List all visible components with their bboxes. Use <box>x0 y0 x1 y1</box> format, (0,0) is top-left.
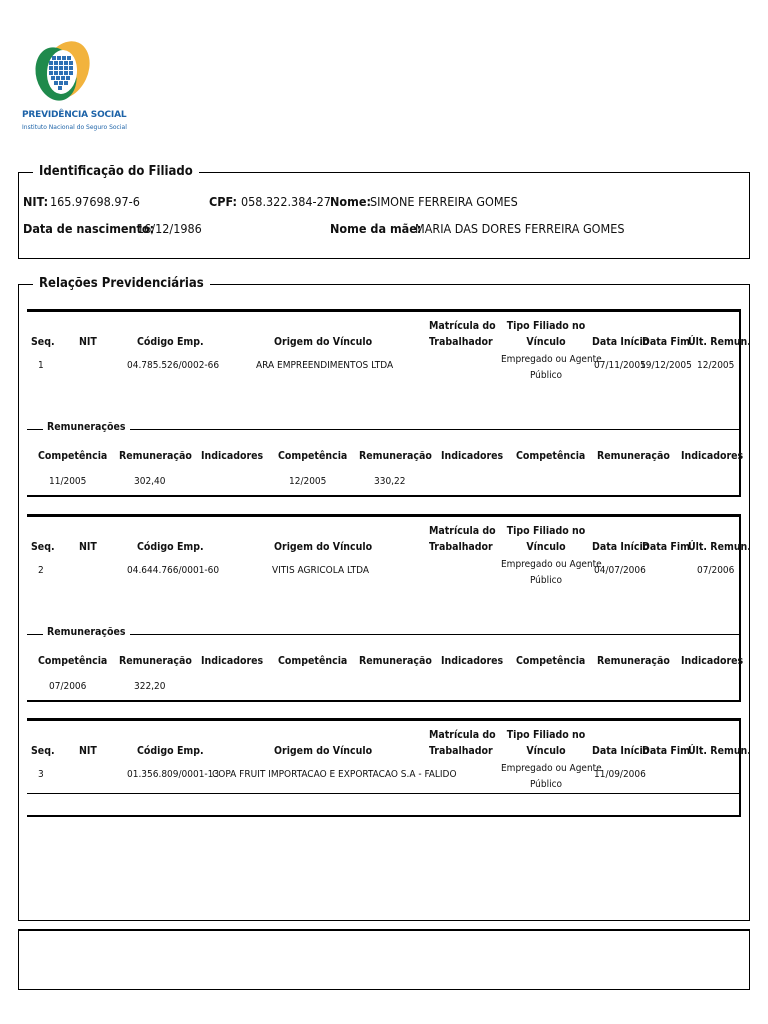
header-nit: NIT <box>79 336 97 348</box>
record-tipo-line1: Empregado ou Agente <box>501 559 602 570</box>
header-matricula <box>429 727 496 759</box>
header-matricula-line1: Matrícula do <box>429 320 496 332</box>
record-tipo-line2: Público <box>529 575 563 586</box>
header-data-fim: Data Fim <box>642 745 690 757</box>
header-origem: Origem do Vínculo <box>274 745 373 757</box>
header-tipo-line2: Vínculo <box>526 745 566 757</box>
rem-valor: 322,20 <box>134 681 166 692</box>
footer-box <box>18 929 750 990</box>
nome-mae-label: Nome da mãe: <box>330 221 422 236</box>
rem-header-indicadores-2: Indicadores <box>441 450 504 462</box>
header-origem: Origem do Vínculo <box>274 336 373 348</box>
rem-header-competencia-2: Competência <box>278 655 348 667</box>
record-tipo <box>501 352 602 384</box>
header-tipo <box>505 318 587 350</box>
record-data-inicio: 04/07/2006 <box>594 565 646 576</box>
rem-header-competencia-1: Competência <box>38 655 108 667</box>
rem-header-indicadores-2: Indicadores <box>441 655 504 667</box>
record-seq: 2 <box>38 565 44 576</box>
record-codigo: 01.356.809/0001-13 <box>127 769 220 780</box>
header-tipo <box>505 523 587 555</box>
logo-subtitle: Instituto Nacional do Seguro Social <box>22 124 127 131</box>
header-tipo-line1: Tipo Filiado no <box>506 525 586 537</box>
header-tipo-line2: Vínculo <box>526 541 566 553</box>
nascimento-value: 16/12/1986 <box>137 221 202 236</box>
rem-header-competencia-2: Competência <box>278 450 348 462</box>
header-tipo-line1: Tipo Filiado no <box>506 320 586 332</box>
nome-label: Nome: <box>330 194 371 209</box>
record-tipo-line2: Público <box>529 779 563 790</box>
remuneracoes-title: Remunerações <box>43 421 130 433</box>
identificacao-section <box>18 164 750 259</box>
header-ult-remun: Últ. Remun. <box>688 745 751 757</box>
header-nit: NIT <box>79 745 97 757</box>
header-codigo: Código Emp. <box>137 745 204 757</box>
record-codigo: 04.785.526/0002-66 <box>127 360 220 371</box>
logo-title: PREVIDÊNCIA SOCIAL <box>22 110 127 120</box>
header-tipo-line2: Vínculo <box>526 336 566 348</box>
record-seq: 3 <box>38 769 44 780</box>
rem-header-competencia-3: Competência <box>516 655 586 667</box>
record-codigo: 04.644.766/0001-60 <box>127 565 220 576</box>
header-seq: Seq. <box>31 745 55 757</box>
header-matricula <box>429 318 496 350</box>
header-ult-remun: Últ. Remun. <box>688 541 751 553</box>
cpf-value: 058.322.384-27 <box>241 194 331 209</box>
rem-header-indicadores-3: Indicadores <box>681 450 744 462</box>
previdencia-logo <box>18 36 127 142</box>
record-tipo <box>501 761 602 793</box>
remuneracoes-divider <box>27 634 739 635</box>
identificacao-legend: Identificação do Filiado <box>33 164 199 179</box>
header-matricula-line2: Trabalhador <box>429 541 493 553</box>
record-data-inicio: 07/11/2005 <box>594 360 646 371</box>
header-matricula <box>429 523 496 555</box>
remuneracoes-title: Remunerações <box>43 626 130 638</box>
vinculo-record-3 <box>27 718 751 817</box>
header-ult-remun: Últ. Remun. <box>688 336 751 348</box>
header-matricula-line2: Trabalhador <box>429 336 493 348</box>
header-nit: NIT <box>79 541 97 553</box>
nit-value: 165.97698.97-6 <box>50 194 140 209</box>
record-ult-remun: 07/2006 <box>697 565 735 576</box>
record-tipo-line2: Público <box>529 370 563 381</box>
header-data-inicio: Data Início <box>592 745 650 757</box>
rem-header-remuneracao-3: Remuneração <box>597 450 670 462</box>
relacoes-legend: Relações Previdenciárias <box>33 276 210 291</box>
record-3-bottom-border <box>27 815 739 817</box>
header-matricula-line2: Trabalhador <box>429 745 493 757</box>
nit-label: NIT: <box>23 194 49 209</box>
record-tipo-line1: Empregado ou Agente <box>501 354 602 365</box>
header-codigo: Código Emp. <box>137 541 204 553</box>
rem-header-remuneracao-2: Remuneração <box>359 450 432 462</box>
rem-header-indicadores-1: Indicadores <box>201 450 264 462</box>
rem-valor: 302,40 <box>134 476 166 487</box>
record-data-fim: 19/12/2005 <box>640 360 692 371</box>
record-3-divider <box>27 793 739 794</box>
logo-emblem-icon <box>18 36 108 108</box>
header-matricula-line1: Matrícula do <box>429 729 496 741</box>
record-ult-remun: 12/2005 <box>697 360 735 371</box>
nome-value: SIMONE FERREIRA GOMES <box>370 194 518 209</box>
nascimento-label: Data de nascimento: <box>23 221 155 236</box>
rem-header-remuneracao-2: Remuneração <box>359 655 432 667</box>
header-origem: Origem do Vínculo <box>274 541 373 553</box>
rem-header-competencia-1: Competência <box>38 450 108 462</box>
header-data-fim: Data Fim <box>642 336 690 348</box>
record-origem: COPA FRUIT IMPORTACAO E EXPORTACAO S.A - FALIDO <box>212 769 457 780</box>
header-data-inicio: Data Início <box>592 541 650 553</box>
header-tipo-line1: Tipo Filiado no <box>506 729 586 741</box>
header-data-inicio: Data Início <box>592 336 650 348</box>
rem-competencia: 11/2005 <box>49 476 87 487</box>
rem-header-remuneracao-1: Remuneração <box>119 450 192 462</box>
header-matricula-line1: Matrícula do <box>429 525 496 537</box>
rem-header-remuneracao-1: Remuneração <box>119 655 192 667</box>
record-data-inicio: 11/09/2006 <box>594 769 646 780</box>
record-tipo-line1: Empregado ou Agente <box>501 763 602 774</box>
cpf-label: CPF: <box>209 194 237 209</box>
rem-header-remuneracao-3: Remuneração <box>597 655 670 667</box>
rem-competencia: 12/2005 <box>289 476 327 487</box>
record-origem: VITIS AGRICOLA LTDA <box>272 565 370 576</box>
header-seq: Seq. <box>31 541 55 553</box>
record-seq: 1 <box>38 360 44 371</box>
rem-header-indicadores-1: Indicadores <box>201 655 264 667</box>
vinculo-record-1 <box>27 309 751 497</box>
header-tipo <box>505 727 587 759</box>
header-codigo: Código Emp. <box>137 336 204 348</box>
vinculo-record-2 <box>27 514 751 702</box>
rem-valor: 330,22 <box>374 476 406 487</box>
rem-competencia: 07/2006 <box>49 681 87 692</box>
rem-header-indicadores-3: Indicadores <box>681 655 744 667</box>
header-data-fim: Data Fim <box>642 541 690 553</box>
record-origem: ARA EMPREENDIMENTOS LTDA <box>256 360 394 371</box>
remuneracoes-divider <box>27 429 739 430</box>
rem-header-competencia-3: Competência <box>516 450 586 462</box>
header-seq: Seq. <box>31 336 55 348</box>
nome-mae-value: MARIA DAS DORES FERREIRA GOMES <box>415 221 625 236</box>
record-tipo <box>501 557 602 589</box>
